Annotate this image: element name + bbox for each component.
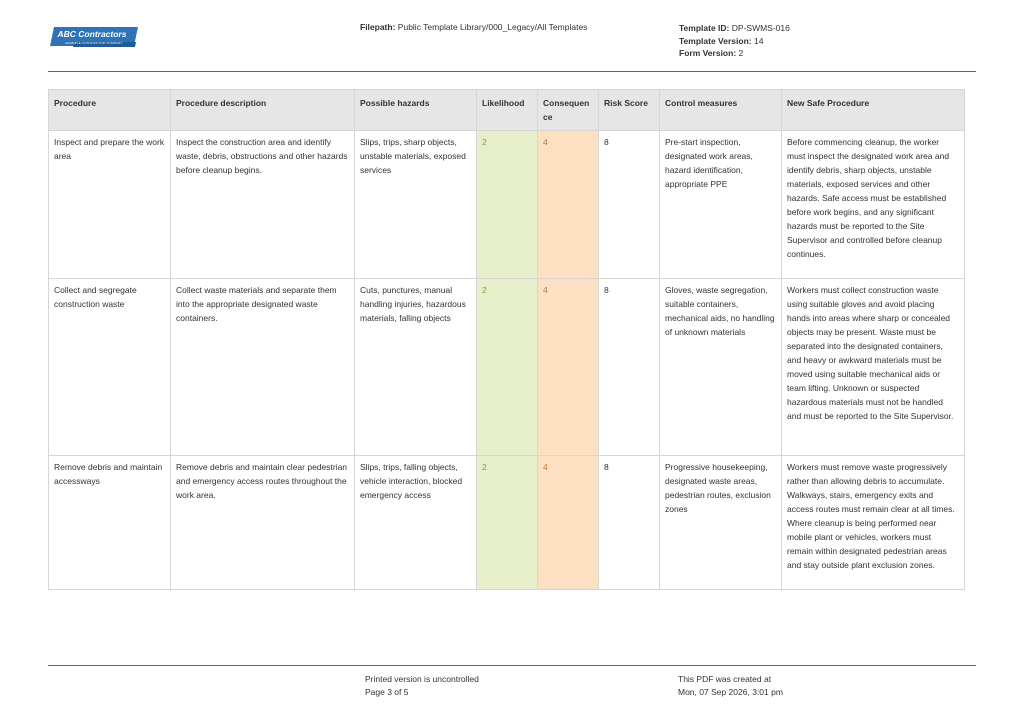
- table-row: [49, 279, 965, 456]
- cell-control-measures: Pre-start inspection, designated work areas, hazard identification, appropriate PPE: [660, 131, 782, 279]
- template-version-label: Template Version:: [679, 35, 752, 46]
- cell-new-safe-procedure: Before commencing cleanup, the worker must inspect the designated work area and identify debris, sharp objects, unstable materials, exposed services and other hazards. Safe access must be established before work begins, and any significant hazards must be reported to the Site Supervisor and controlled before cleanup continues.: [782, 131, 965, 279]
- template-version: [679, 35, 790, 48]
- header-control-measures: Control measures: [660, 90, 782, 131]
- filepath-label: Filepath:: [360, 22, 396, 32]
- cell-consequence: 4: [538, 131, 599, 279]
- form-version-value: 2: [738, 48, 744, 58]
- cell-consequence: 4: [538, 279, 599, 456]
- template-id-label: Template ID:: [679, 23, 730, 33]
- company-logo: [48, 26, 140, 50]
- header-consequence: Consequence: [538, 90, 599, 131]
- uncontrolled-notice: Printed version is uncontrolled: [365, 674, 479, 684]
- logo-tagline: EXAMPLE CONTRACTOR COMPANY: [65, 41, 123, 45]
- cell-new-safe-procedure: Workers must remove waste progressively rather than allowing debris to accumulate. Walkways, stairs, emergency exits and access routes must remain clear at all times. Where cleanup is being performed near mobile plant or vehicles, workers must remain within designated pedestrian areas and stay outside plant exclusion zones.: [782, 456, 965, 590]
- table-header-row: [49, 90, 965, 131]
- template-version-value: 14: [753, 35, 764, 46]
- header-likelihood: Likelihood: [477, 90, 538, 131]
- cell-possible-hazards: Cuts, punctures, manual handling injuries, hazardous materials, falling objects: [355, 279, 477, 456]
- header-procedure: Procedure: [49, 90, 171, 131]
- cell-procedure-description: Collect waste materials and separate them into the appropriate designated waste containers.: [171, 279, 355, 456]
- table-row: [49, 131, 965, 279]
- header-divider: [48, 71, 976, 72]
- cell-procedure: Inspect and prepare the work area: [49, 131, 171, 279]
- filepath-value: Public Template Library/000_Legacy/All Templates: [397, 22, 588, 32]
- footer-left: [365, 673, 479, 699]
- cell-consequence: 4: [538, 456, 599, 590]
- footer-divider: [48, 665, 976, 666]
- cell-likelihood: 2: [477, 279, 538, 456]
- form-version: [679, 47, 790, 60]
- swms-table: [48, 89, 965, 590]
- page-indicator: Page 3 of 5: [365, 687, 409, 697]
- cell-risk-score: 8: [599, 131, 660, 279]
- form-version-label: Form Version:: [679, 48, 737, 58]
- logo-company-name: ABC Contractors: [57, 29, 127, 39]
- cell-control-measures: Gloves, waste segregation, suitable containers, mechanical aids, no handling of unknown materials: [660, 279, 782, 456]
- cell-likelihood: 2: [477, 456, 538, 590]
- cell-procedure-description: Remove debris and maintain clear pedestrian and emergency access routes throughout the work area.: [171, 456, 355, 590]
- cell-risk-score: 8: [599, 279, 660, 456]
- filepath: [360, 22, 587, 32]
- header-risk-score: Risk Score: [599, 90, 660, 131]
- template-meta: [679, 22, 790, 60]
- template-id: [679, 22, 790, 35]
- cell-procedure-description: Inspect the construction area and identify waste, debris, obstructions and other hazards before cleanup begins.: [171, 131, 355, 279]
- cell-possible-hazards: Slips, trips, sharp objects, unstable materials, exposed services: [355, 131, 477, 279]
- header-procedure-description: Procedure description: [171, 90, 355, 131]
- cell-procedure: Remove debris and maintain accessways: [49, 456, 171, 590]
- cell-procedure: Collect and segregate construction waste: [49, 279, 171, 456]
- template-id-value: DP-SWMS-016: [731, 23, 790, 33]
- header-possible-hazards: Possible hazards: [355, 90, 477, 131]
- cell-risk-score: 8: [599, 456, 660, 590]
- cell-new-safe-procedure: Workers must collect construction waste using suitable gloves and avoid placing hands into areas where sharp or concealed objects may be present. Waste must be separated into the designated containers, and heavy or awkward materials must be moved using suitable mechanical aids or team lifting. Unknown or suspected hazardous materials must not be handled and must be reported to the Site Supervisor.: [782, 279, 965, 456]
- table-row: [49, 456, 965, 590]
- cell-possible-hazards: Slips, trips, falling objects, vehicle interaction, blocked emergency access: [355, 456, 477, 590]
- created-timestamp: Mon, 07 Sep 2026, 3:01 pm: [678, 687, 783, 697]
- header-new-safe-procedure: New Safe Procedure: [782, 90, 965, 131]
- created-label: This PDF was created at: [678, 674, 772, 684]
- cell-likelihood: 2: [477, 131, 538, 279]
- cell-control-measures: Progressive housekeeping, designated waste areas, pedestrian routes, exclusion zones: [660, 456, 782, 590]
- footer-right: [678, 673, 783, 699]
